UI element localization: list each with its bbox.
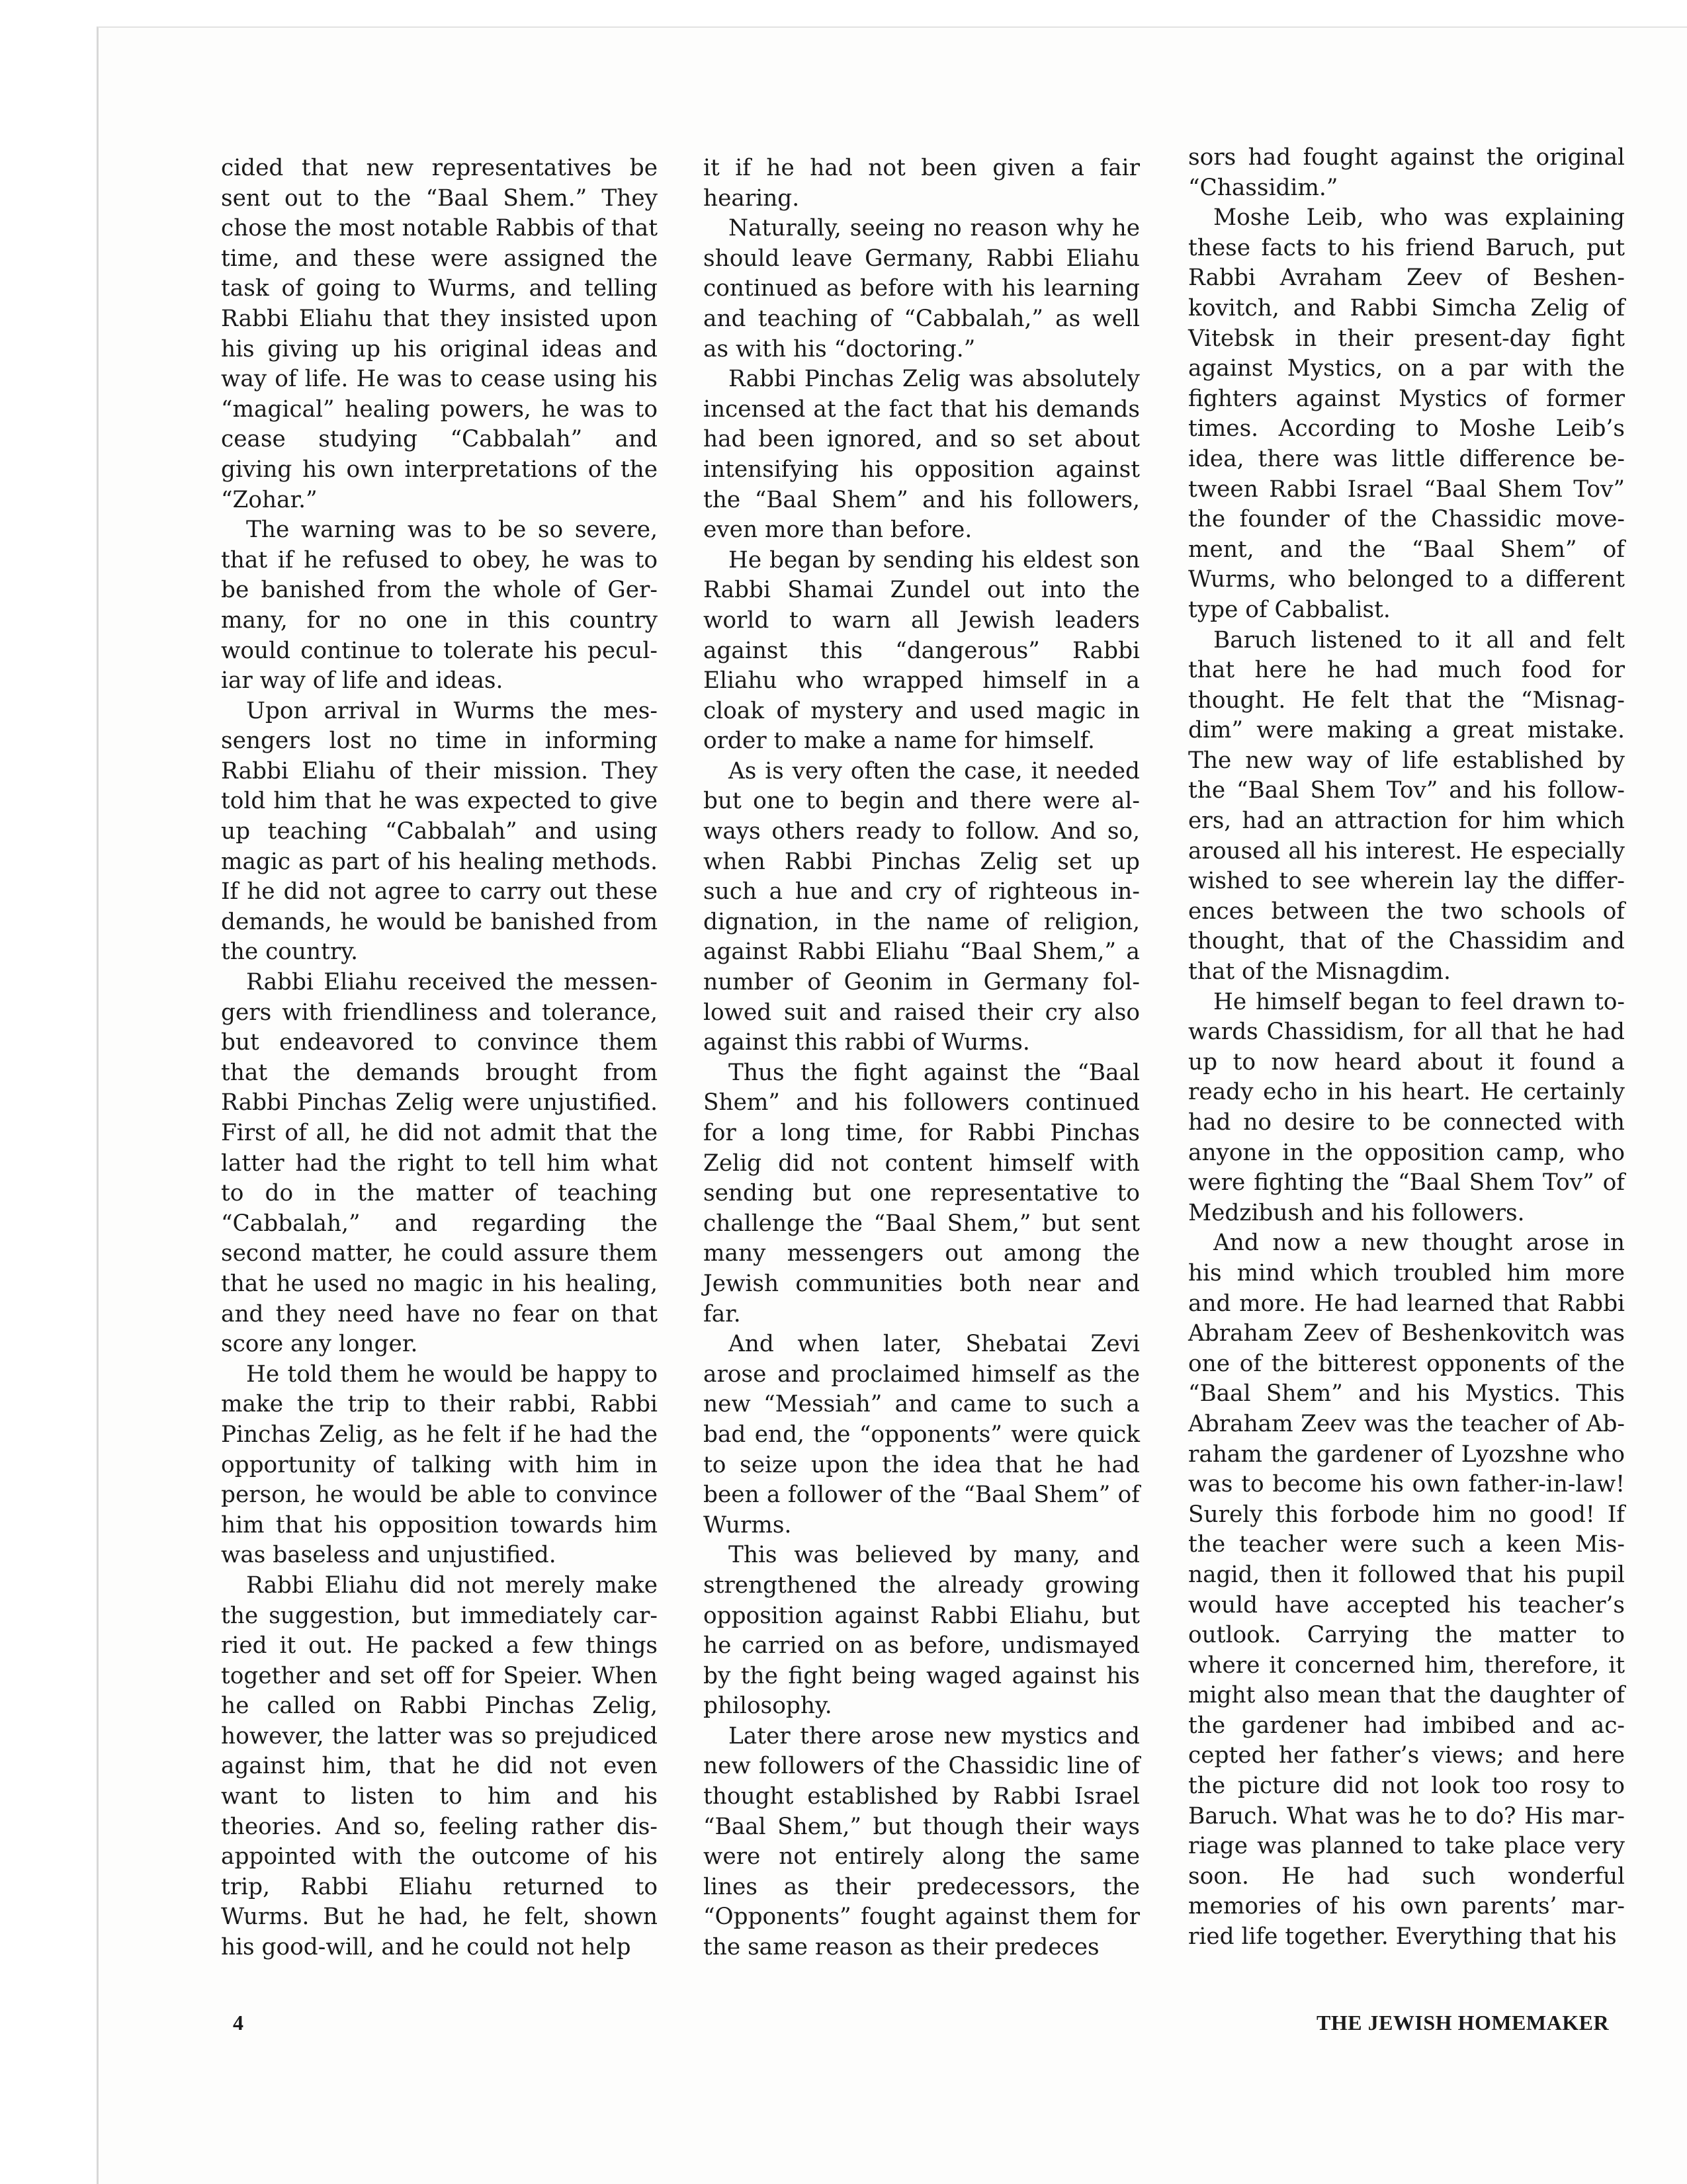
paragraph: sors had fought against the original “Chassidim.” (1188, 144, 1625, 201)
paragraph: The warning was to be so severe, that if he refused to obey, he was to be banished from the whole of Germany, for no one in this country would continue to tolerate his peculiar way of life and ideas. (221, 517, 658, 694)
paragraph: Upon arrival in Wurms the messengers lost no time in informing Rabbi Eliahu of their mission. They told him that he was expected to give up teaching “Cabbalah” and using magic as part of his healing methods. If he did not agree to carry out these demands, he would be banished from the country. (221, 697, 658, 966)
paragraph: This was believed by many, and strengthened the already growing opposition against Rabbi Eliahu, but he carried on as before, undismayed by the fight being waged against his philosophy. (703, 1542, 1140, 1720)
paragraph: Baruch listened to it all and felt that here he had much food for thought. He felt that the “Misnagdim” were making a great mistake. The new way of life established by the “Baal Shem Tov” and his followers, had an attraction for him which aroused all his interest. He especially wished to see wherein lay the differences between the two schools of thought, that of the Chassidim and that of the Misnagdim. (1188, 626, 1625, 986)
paragraph: As is very often the case, it needed but one to begin and there were always others ready to follow. And so, when Rabbi Pinchas Zelig set up such a hue and cry of righteous indignation, in the name of religion, against Rabbi Eliahu “Baal Shem,” a number of Geonim in Germany followed suit and raised their cry also against this rabbi of Wurms. (703, 757, 1140, 1056)
paragraph: Naturally, seeing no reason why he should leave Germany, Rabbi Eliahu continued as before with his learning and teaching of “Cabbalah,” as well as with his “doctoring.” (703, 215, 1140, 362)
paragraph: cided that new representatives be sent out to the “Baal Shem.” They chose the most notable Rabbis of that time, and these were assigned the task of going to Wurms, and telling Rabbi Eliahu that they insisted upon his giving up his original ideas and way of life. He was to cease using his “magical” healing powers, he was to cease studying “Cabbalah” and giving his own interpretations of the “Zohar.” (221, 155, 658, 513)
paragraph: He began by sending his eldest son Rabbi Shamai Zundel out into the world to warn all Jewish leaders against this “dangerous” Rabbi Eliahu who wrapped himself in a cloak of mystery and used magic in order to make a name for himself. (703, 546, 1140, 755)
paragraph: Later there arose new mystics and new followers of the Chassidic line of thought established by Rabbi Israel “Baal Shem,” but though their ways were not entirely along the same lines as their predecessors, the “Opponents” fought against them for the same reason as their predeces (703, 1722, 1140, 1961)
paragraph: Rabbi Eliahu received the messengers with friendliness and tolerance, but endeavored to convince them that the demands brought from Rabbi Pinchas Zelig were unjustified. First of all, he did not admit that the latter had the right to tell him what to do in the matter of teaching “Cabbalah,” and regarding the second matter, he could assure them that he used no magic in his healing, and they need have no fear on that score any longer. (221, 969, 658, 1358)
publication-name: THE JEWISH HOMEMAKER (1317, 2011, 1610, 2035)
text-column-2 (703, 153, 1140, 1963)
paragraph: He told them he would be happy to make the trip to their rabbi, Rabbi Pinchas Zelig, as he felt if he had the opportunity of talking with him in person, he would be able to convince him that his opposition towards him was baseless and unjustified. (221, 1361, 658, 1569)
paragraph: Rabbi Eliahu did not merely make the suggestion, but immediately carried it out. He packed a few things together and set off for Speier. When he called on Rabbi Pinchas Zelig, however, the latter was so prejudiced against him, that he did not even want to listen to him and his theories. And so, feeling rather disappointed with the outcome of his trip, Rabbi Eliahu returned to Wurms. But he had, he felt, shown his good-will, and he could not help (221, 1572, 658, 1961)
paragraph: And now a new thought arose in his mind which troubled him more and more. He had learned that Rabbi Abraham Zeev of Beshenkovitch was one of the bitterest opponents of the “Baal Shem” and his Mystics. This Abraham Zeev was the teacher of Abraham the gardener of Lyozshne who was to become his own father-in-law! Surely this forbode him no good! If the teacher were such a keen Misnagid, then it followed that his pupil would have accepted his teacher’s outlook. Carrying the matter to where it concerned him, therefore, it might also mean that the daughter of the gardener had imbibed and accepted her father’s views; and here the picture did not look too rosy to Baruch. What was he to do? His marriage was planned to take place very soon. He had such wonderful memories of his own parents’ married life together. Everything that his (1188, 1230, 1625, 1951)
text-column-1 (221, 153, 658, 1963)
paragraph: Moshe Leib, who was explaining these facts to his friend Baruch, put Rabbi Avraham Zeev of Beshenkovitch, and Rabbi Simcha Zelig of Vitebsk in their present-day fight against Mystics, on a par with the fighters against Mystics of former times. According to Moshe Leib’s idea, there was little difference between Rabbi Israel “Baal Shem Tov” the founder of the Chassidic movement, and the “Baal Shem” of Wurms, who belonged to a different type of Cabbalist. (1188, 204, 1625, 623)
paragraph: Thus the fight against the “Baal Shem” and his followers continued for a long time, for Rabbi Pinchas Zelig did not content himself with sending but one representative to challenge the “Baal Shem,” but sent many messengers out among the Jewish communities both near and far. (703, 1059, 1140, 1327)
paragraph: Rabbi Pinchas Zelig was absolutely incensed at the fact that his demands had been ignored, and so set about intensifying his opposition against the “Baal Shem” and his followers, even more than before. (703, 366, 1140, 544)
paragraph: it if he had not been given a fair hearing. (703, 155, 1140, 212)
paragraph: He himself began to feel drawn towards Chassidism, for all that he had up to now heard about it found a ready echo in his heart. He certainly had no desire to be connected with anyone in the opposition camp, who were fighting the “Baal Shem Tov” of Medzibush and his followers. (1188, 988, 1625, 1226)
page-number: 4 (233, 2011, 243, 2035)
text-column-3 (1188, 143, 1625, 1953)
paragraph: And when later, Shebatai Zevi arose and proclaimed himself as the new “Messiah” and came to such a bad end, the “opponents” were quick to seize upon the idea that he had been a follower of the “Baal Shem” of Wurms. (703, 1331, 1140, 1538)
